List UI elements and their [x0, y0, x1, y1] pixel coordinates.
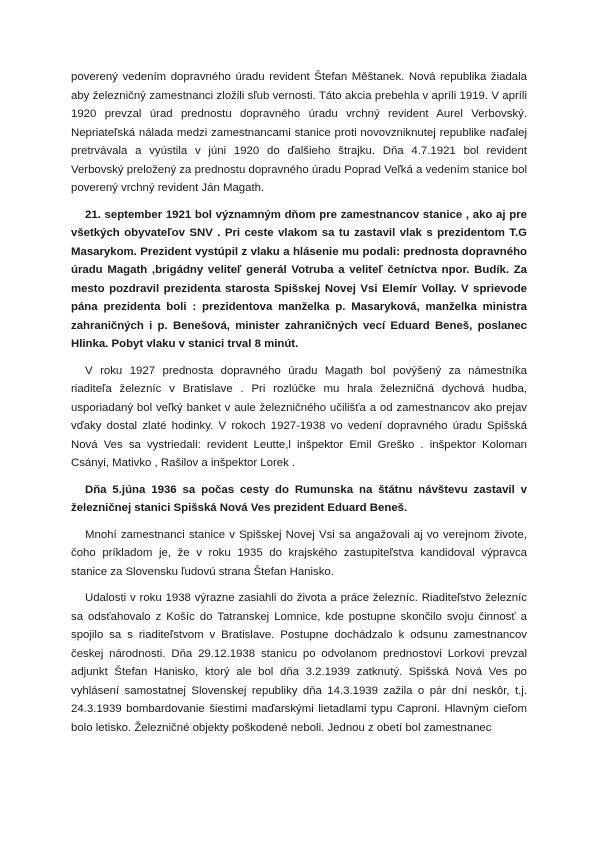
paragraph-2-bold: 21. september 1921 bol významným dňom pre zamestnancov stanice , ako aj pre všetkých obyvateľov SNV . Pri ceste vlakom sa tu zastavil vlak s prezidentom T.G Masarykom. Prezident vystúpil z vlaku a hlásenie mu podali: prednosta dopravného úradu Magath ,brigádny veliteľ generál Votruba a veliteľ četníctva npor. Budík. Za mesto pozdravil prezidenta starosta Spišskej Novej Vsi Elemír Vollay. V sprievode pána prezidenta boli : prezidentova manželka p. Masaryková, manželka ministra zahraničných i p. Benešová, minister zahraničných vecí Eduard Beneš, poslanec Hlinka. Pobyt vlaku v stanici trval 8 minút.	[71, 208, 527, 350]
document-page	[71, 68, 527, 745]
paragraph-6: Udalosti v roku 1938 výrazne zasiahli do života a práce železníc. Riaditeľstvo železníc sa odsťahovalo z Košíc do Tatranskej Lomnice, kde postupne skončilo svoju činnosť a spojilo sa s riaditeľstvom v Bratislave. Postupne dochádzalo k odsunu zamestnancov českej národnosti. Dňa 29.12.1938 stanicu po odvolanom prednostovi Lorkovi prevzal adjunkt Štefan Hanisko, ktorý ale bol dňa 3.2.1939 zatknutý. Spišská Nová Ves po vyhlásení samostatnej Slovenskej republiky dňa 14.3.1939 zažila o pár dní neskôr, t.j. 24.3.1939 bombardovanie šiestimi maďarskými lietadlami typu Caproni. Hlavným cieľom bolo letisko. Železničné objekty poškodené neboli. Jednou z obetí bol zamestnanec	[71, 592, 527, 734]
paragraph-4-bold: Dňa 5.júna 1936 sa počas cesty do Rumunska na štátnu návštevu zastavil v železničnej stanici Spišská Nová Ves prezident Eduard Beneš.	[71, 483, 527, 514]
paragraph-3: V roku 1927 prednosta dopravného úradu Magath bol povýšený za námestníka riaditeľa železníc v Bratislave . Pri rozlúčke mu hrala železničná dychová hudba, usporiadaný bol veľký banket v aule železničného učilišťa a od zamestnancov ako prejav vďaky dostal zlaté hodinky. V rokoch 1927-1938 vo vedení dopravného úradu Spišská Nová Ves sa vystriedali: revident Leutte,l inšpektor Emil Greško . inšpektor Koloman Csányi, Mativko , Rašilov a inšpektor Lorek .	[71, 364, 527, 469]
paragraph-1: poverený vedením dopravného úradu revident Štefan Měštanek. Nová republika žiadala aby železničný zamestnanci zložili sľub vernosti. Táto akcia prebehla v apríli 1919. V apríli 1920 prevzal úrad prednostu dopravného úradu vrchný revident Aurel Verbovský. Nepriateľská nálada medzi zamestnancami stanice proti novovzniknutej republike naďalej pretrvávala a vyústila v júni 1920 do ďalšieho štrajku. Dňa 4.7.1921 bol revident Verbovský preložený za prednostu dopravného úradu Poprad Veľká a vedením stanice bol poverený vrchný revident Ján Magath.	[71, 71, 527, 194]
paragraph-5: Mnohí zamestnanci stanice v Spišskej Novej Vsi sa angažovali aj vo verejnom živote, čoho príkladom je, že v roku 1935 do krajského zastupiteľstva kandidoval výpravca stanice za Slovensku ľudovú strana Štefan Hanisko.	[71, 528, 527, 578]
